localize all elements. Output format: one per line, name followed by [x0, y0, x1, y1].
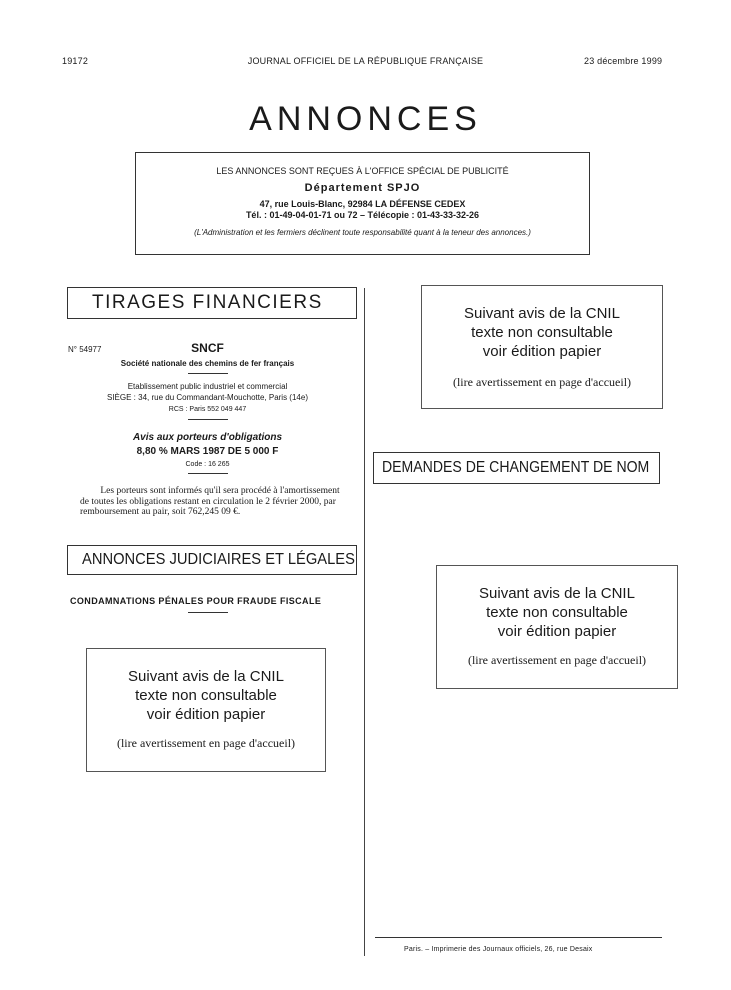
- footer-imprint: Paris. – Imprimerie des Journaux officiels, 26, rue Desaix: [404, 946, 593, 953]
- cnil-line: Suivant avis de la CNIL: [128, 668, 284, 685]
- body-line: Les porteurs sont informés qu'il sera procédé à l'amortissement: [100, 486, 340, 496]
- company-rcs: RCS : Paris 552 049 447: [168, 406, 247, 413]
- announcement-body: [80, 486, 360, 518]
- cnil-note: (lire avertissement en page d'accueil): [452, 375, 632, 389]
- department: Département SPJO: [304, 182, 421, 194]
- cnil-line: voir édition papier: [146, 706, 266, 723]
- section-title: TIRAGES FINANCIERS: [92, 292, 323, 313]
- footer-rule: [375, 937, 662, 938]
- company-full-name: Société nationale des chemins de fer français: [120, 359, 295, 368]
- cnil-line: texte non consultable: [471, 324, 613, 341]
- section-title: ANNONCES JUDICIAIRES ET LÉGALES: [82, 551, 355, 568]
- cnil-line: voir édition papier: [497, 623, 617, 640]
- bond-code: Code : 16 265: [185, 461, 230, 468]
- cnil-line: texte non consultable: [135, 687, 277, 704]
- cnil-line: Suivant avis de la CNIL: [464, 305, 620, 322]
- info-box: [135, 152, 590, 255]
- cnil-note: (lire avertissement en page d'accueil): [467, 653, 647, 667]
- company-siege: SIÈGE : 34, rue du Commandant-Mouchotte, Paris (14e): [107, 393, 308, 402]
- divider: [188, 419, 228, 420]
- bond-title: 8,80 % MARS 1987 DE 5 000 F: [136, 446, 279, 457]
- cnil-notice-box: [436, 565, 678, 689]
- avis-heading: Avis aux porteurs d'obligations: [132, 432, 283, 443]
- section-subheading: CONDAMNATIONS PÉNALES POUR FRAUDE FISCALE: [70, 596, 322, 606]
- section-header-demandes: [373, 452, 660, 484]
- divider: [188, 473, 228, 474]
- section-header-judiciaires: [67, 545, 357, 575]
- section-header-tirages: [67, 287, 357, 319]
- issue-date: 23 décembre 1999: [584, 56, 663, 66]
- cnil-line: texte non consultable: [486, 604, 628, 621]
- cnil-note: (lire avertissement en page d'accueil): [116, 736, 296, 750]
- info-line: LES ANNONCES SONT REÇUES À L'OFFICE SPÉCIAL DE PUBLICITÉ: [216, 166, 509, 176]
- cnil-notice-box: [86, 648, 326, 772]
- announcement-number: N° 54977: [68, 345, 102, 354]
- address: 47, rue Louis-Blanc, 92984 LA DÉFENSE CEDEX: [259, 199, 466, 209]
- cnil-line: Suivant avis de la CNIL: [479, 585, 635, 602]
- cnil-line: voir édition papier: [482, 343, 602, 360]
- body-line: remboursement au pair, soit 762,245 09 €.: [80, 507, 241, 517]
- section-title: DEMANDES DE CHANGEMENT DE NOM: [382, 459, 650, 476]
- phone: Tél. : 01-49-04-01-71 ou 72 – Télécopie : 01-43-33-32-26: [245, 210, 480, 220]
- establishment-type: Etablissement public industriel et commercial: [127, 382, 288, 391]
- divider: [188, 612, 228, 613]
- journal-title: JOURNAL OFFICIEL DE LA RÉPUBLIQUE FRANÇAISE: [247, 56, 484, 66]
- divider: [188, 373, 228, 374]
- cnil-notice-box: [421, 285, 663, 409]
- page-title: ANNONCES: [249, 100, 482, 138]
- column-divider: [364, 288, 365, 956]
- disclaimer: (L'Administration et les fermiers déclinent toute responsabilité quant à la teneur des annonces.): [194, 228, 531, 237]
- body-line: de toutes les obligations restant en circulation le 2 février 2000, par: [80, 496, 336, 507]
- page-number: 19172: [62, 56, 89, 66]
- company-name: SNCF: [191, 341, 224, 355]
